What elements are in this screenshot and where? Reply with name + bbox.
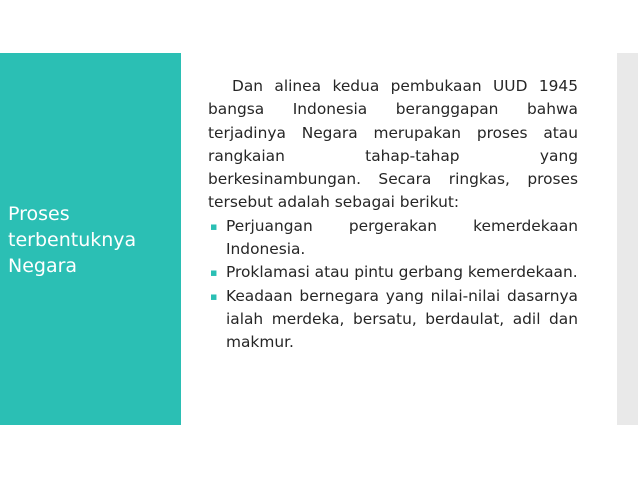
slide-content <box>208 75 578 355</box>
bullet-text: Proklamasi atau pintu gerbang kemerdekaan. <box>226 263 578 282</box>
bullet-icon: ▪ <box>210 219 218 233</box>
bullet-item <box>208 261 578 284</box>
side-strip <box>617 53 638 425</box>
bullet-text: Keadaan bernegara yang nilai-nilai dasarnya ialah merdeka, bersatu, berdaulat, adil dan makmur. <box>226 286 578 352</box>
slide-title: Proses terbentuknya Negara <box>8 203 137 277</box>
bullet-list <box>208 215 578 355</box>
bullet-item <box>208 285 578 355</box>
bullet-icon: ▪ <box>210 266 218 280</box>
intro-paragraph: Dan alinea kedua pembukaan UUD 1945 bangsa Indonesia beranggapan bahwa terjadinya Negara merupakan proses atau rangkaian tahap-tahap yang berkesinambungan. Secara ringkas, proses tersebut adalah sebagai berikut: <box>208 77 578 212</box>
bullet-icon: ▪ <box>210 289 218 303</box>
bullet-text: Perjuangan pergerakan kemerdekaan Indonesia. <box>226 216 578 259</box>
bullet-item <box>208 215 578 262</box>
